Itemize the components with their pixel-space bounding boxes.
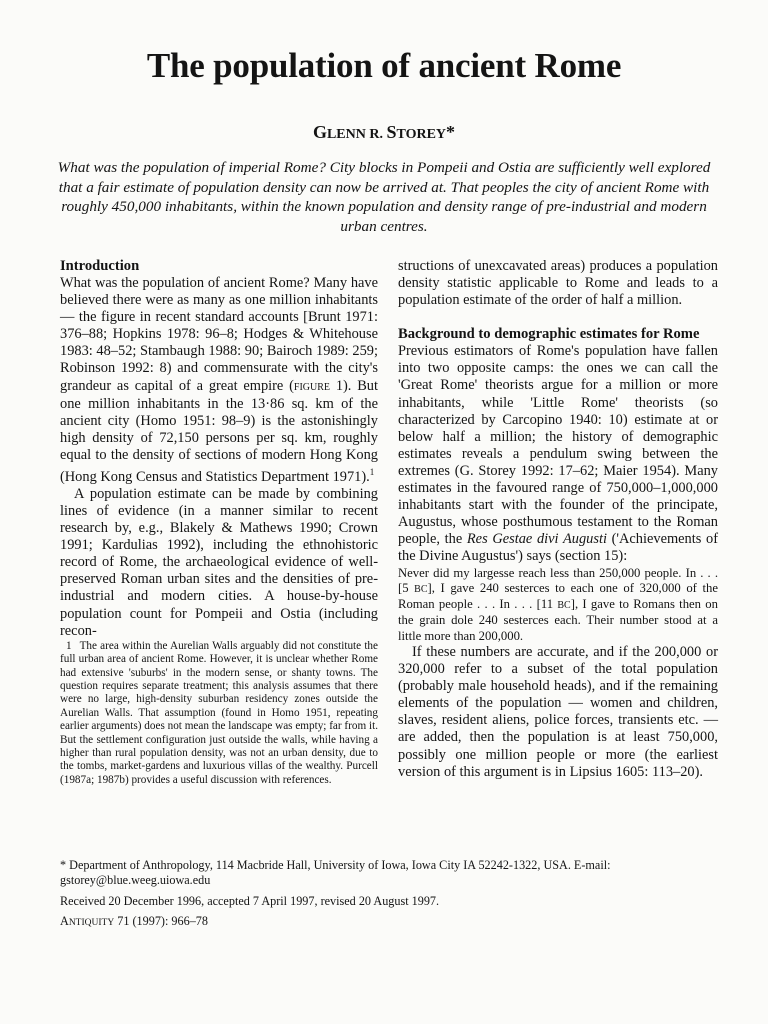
footnote-1: 1 The area within the Aurelian Walls arguably did not constitute the full urban area of ancient Rome. However, it is unclear whether Rome had extensive 'suburbs' in the modern sense, or shanty towns. The question requires separate treatment; this analysis assumes that there were no large, high-density suburban residency zones outside the Aurelian Walls. That assumption (found in Homo 1951, repeating earlier arguments) does not mean the landscape was empty; far from it. But the settlement configuration just outside the walls, while having a higher than rural population density, was not an urban density, due to the tombs, market-gardens and luxurious villas of the wealthy. Purcell (1987a; 1987b) provides a useful discussion with references. [60,639,378,786]
right-column [398,258,718,781]
article-title: The population of ancient Rome [146,46,622,85]
intro-paragraph-1: What was the population of ancient Rome? Many have believed there were as many as one million inhabitants — the figure in recent standard accounts [Brunt 1971: 376–88; Hopkins 1978: 96–8; Hodges & Whitehouse 1983: 48–52; Stambaugh 1988: 90; Bairoch 1989: 259; Robinson 1992: 8) and commensurate with the city's grandeur as capital of a great empire (FIGURE 1). But one million inhabitants in the 13·86 sq. km of the ancient city (Homo 1951: 98–9) is the astonishingly high density of 72,150 persons per sq. km, roughly equal to the density of sections of modern Hong Kong (Hong Kong Census and Statistics Department 1971).$^1$ [60,275,378,485]
res-gestae-quote: Never did my largesse reach less than 250,000 people. In . . . [5 BC], I gave 240 sesterces to each one of 320,000 of the Roman people . . . In . . . [11 BC], I gave to Romans then on the grain dole 240 sesterces each. Their number stood at a little more than 200,000. [398,565,718,643]
background-paragraph-1: Previous estimators of Rome's population have fallen into two opposite camps: the ones we can call the 'Great Rome' theorists argue for a million or more inhabitants, while 'Little Rome' theorists (so characterized by Carcopino 1940: 10) estimate at or below half a million; the history of demographic estimates reveals a pendulum swing between the extremes (G. Storey 1992: 17–62; Maier 1954). Many estimates in the favoured range of 750,000–1,000,000 inhabitants start with the founder of the principate, Augustus, whose posthumous testament to the Roman people, the Res Gestae divi Augusti ('Achievements of the Divine Augustus') says (section 15): [398,343,718,565]
journal-citation: ANTIQUITY 71 (1997): 966–78 [60,914,208,928]
background-heading: Background to demographic estimates for Rome [398,326,700,343]
abstract: What was the population of imperial Rome? City blocks in Pompeii and Ostia are sufficiently well explored that a fair estimate of population density can now be arrived at. That peoples the city of ancient Rome with roughly 450,000 inhabitants, within the known population and density range of pre-industrial and modern urban centres. [57,159,711,235]
right-paragraph-0: structions of unexcavated areas) produces a population density statistic applicable to Rome and leads to a population estimate of the order of half a million. [398,258,718,309]
background-paragraph-2: If these numbers are accurate, and if the 200,000 or 320,000 refer to a subset of the total population (probably male household heads), and if the remaining elements of the population — women and children, slaves, resident aliens, police forces, transients etc. — are added, then the population is at least 750,000, possibly one million people or more (the earliest version of this argument is in Lipsius 1605: 113–20). [398,643,718,780]
intro-paragraph-2: A population estimate can be made by combining lines of evidence (in a manner similar to recent research by, e.g., Blakely & Mathews 1990; Crown 1991; Kardulias 1992), including the ethnohistoric record of Rome, the archaeological evidence of well-preserved Roman urban sites and the densities of pre-industrial and modern cities. A house-by-house population count for Pompeii and Ostia (including recon- [60,485,378,639]
received-dates: Received 20 December 1996, accepted 7 April 1997, revised 20 August 1997. [60,894,440,908]
introduction-heading: Introduction [60,258,140,274]
author-name: GLENN R. STOREY* [312,122,456,142]
author-affiliation: * Department of Anthropology, 114 Macbride Hall, University of Iowa, Iowa City IA 52242-1322, USA. E-mail: gstorey@blue.weeg.uiowa.edu [60,858,611,887]
left-column [60,258,378,787]
